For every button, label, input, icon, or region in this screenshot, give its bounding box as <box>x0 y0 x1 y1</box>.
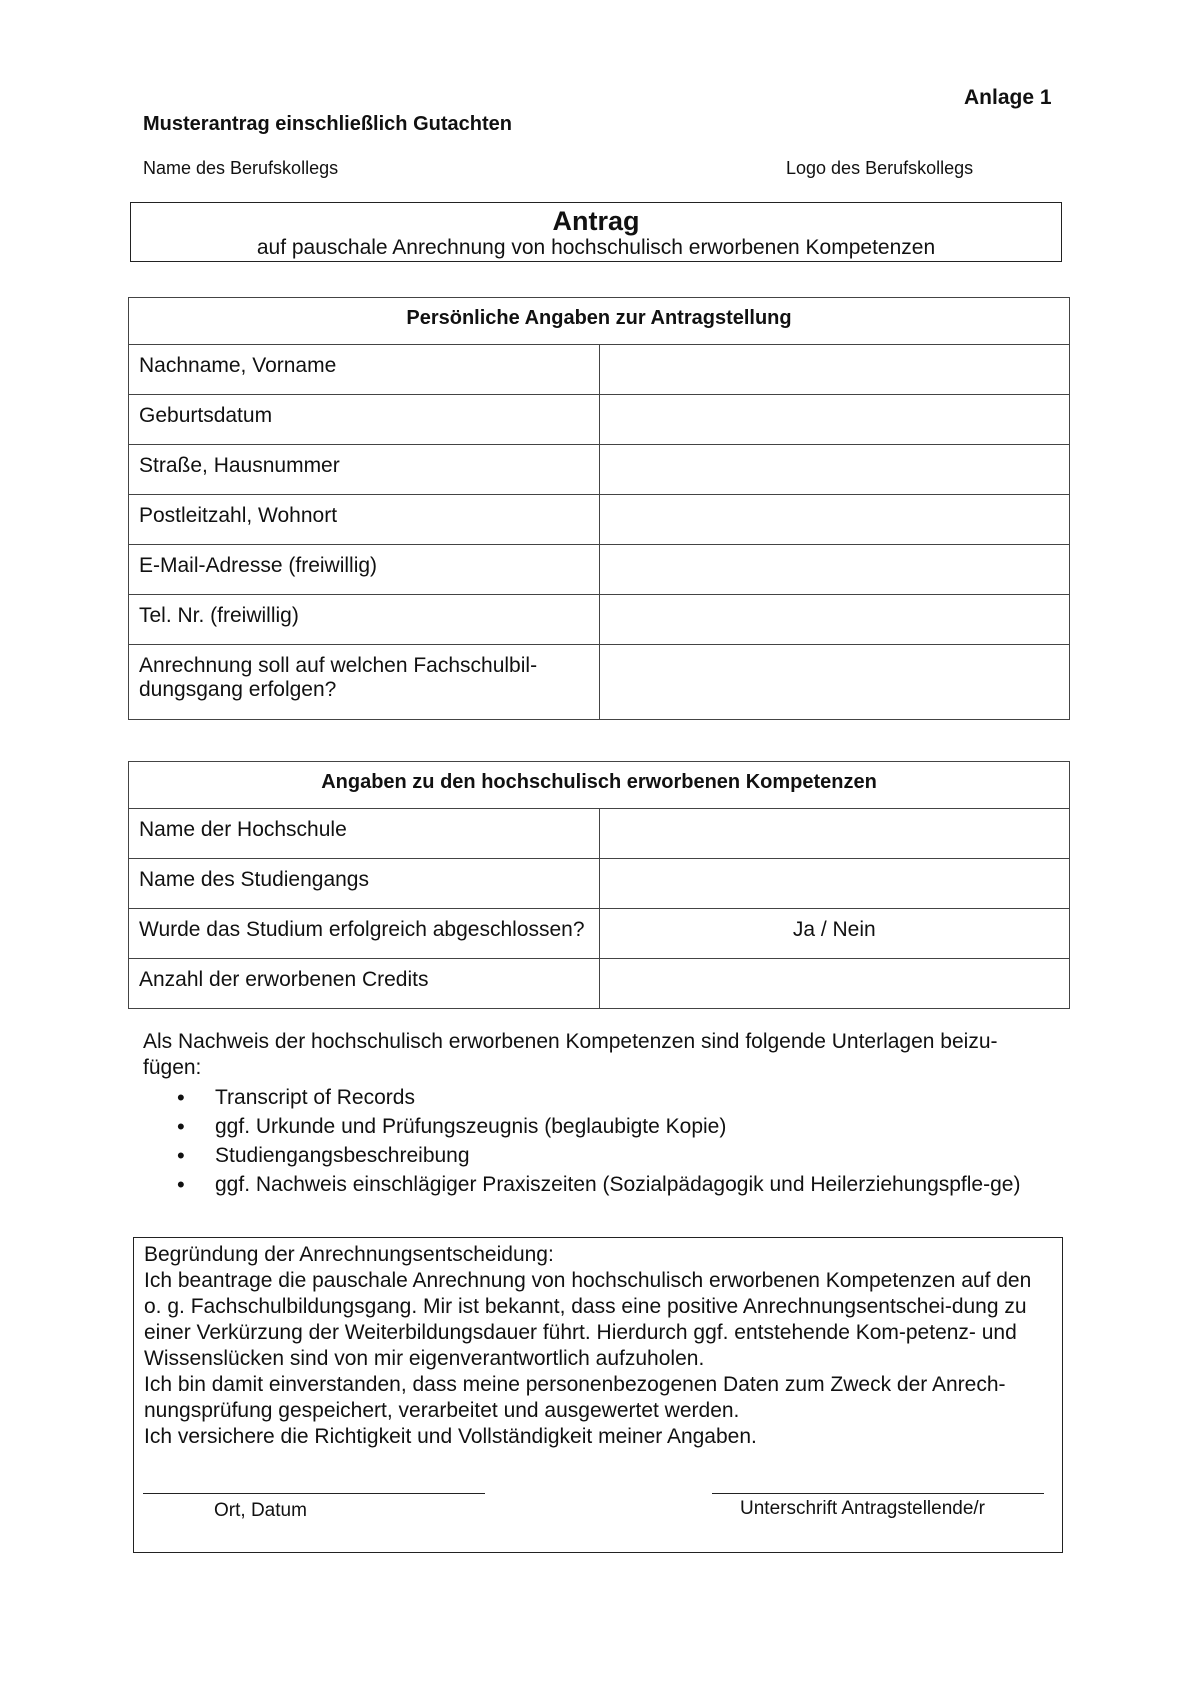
table-row <box>129 395 1070 445</box>
street-field[interactable] <box>599 445 1070 495</box>
place-date-label: Ort, Datum <box>214 1500 307 1521</box>
competences-table <box>128 761 1070 1009</box>
personal-data-heading: Persönliche Angaben zur Antragstellung <box>129 298 1070 345</box>
field-label: Tel. Nr. (freiwillig) <box>129 595 600 645</box>
list-item: • ggf. Urkunde und Prüfungszeugnis (beglaubigte Kopie) <box>215 1112 1043 1141</box>
university-field[interactable] <box>599 809 1070 859</box>
evidence-list <box>143 1083 1043 1199</box>
table-row <box>129 809 1070 859</box>
name-field[interactable] <box>599 345 1070 395</box>
application-title: Antrag <box>552 206 640 236</box>
phone-field[interactable] <box>599 595 1070 645</box>
field-label: Straße, Hausnummer <box>129 445 600 495</box>
list-item: • Transcript of Records <box>215 1083 1043 1112</box>
training-program-field[interactable] <box>599 645 1070 720</box>
school-logo-placeholder: Logo des Berufskollegs <box>786 158 974 178</box>
field-label: Name der Hochschule <box>129 809 600 859</box>
table-row <box>129 909 1070 959</box>
signature-label: Unterschrift Antragstellende/r <box>740 1498 986 1519</box>
credits-field[interactable] <box>599 959 1070 1009</box>
field-label: Wurde das Studium erfolgreich abgeschlossen? <box>129 909 600 959</box>
field-label: Nachname, Vorname <box>129 345 600 395</box>
table-row <box>129 959 1070 1009</box>
document-title: Musterantrag einschließlich Gutachten <box>143 113 512 135</box>
table-row <box>129 595 1070 645</box>
table-row <box>129 345 1070 395</box>
table-row <box>129 445 1070 495</box>
school-name-placeholder: Name des Berufskollegs <box>143 158 339 178</box>
table-row <box>129 859 1070 909</box>
field-label: Anrechnung soll auf welchen Fachschulbil-dungsgang erfolgen? <box>129 645 600 720</box>
signature-line[interactable] <box>712 1493 1044 1494</box>
field-label: Name des Studiengangs <box>129 859 600 909</box>
decision-heading: Begründung der Anrechnungsentscheidung: <box>144 1243 554 1266</box>
completed-yes-no-field[interactable]: Ja / Nein <box>599 909 1070 959</box>
list-item: • ggf. Nachweis einschlägiger Praxiszeiten (Sozialpädagogik und Heilerziehungspfle-ge) <box>215 1170 1043 1199</box>
study-program-field[interactable] <box>599 859 1070 909</box>
application-subtitle: auf pauschale Anrechnung von hochschulisch erworbenen Kompetenzen <box>256 236 936 259</box>
evidence-section <box>143 1029 1043 1199</box>
annex-label: Anlage 1 <box>964 86 1052 109</box>
competences-heading: Angaben zu den hochschulisch erworbenen Kompetenzen <box>129 762 1070 809</box>
field-label: E-Mail-Adresse (freiwillig) <box>129 545 600 595</box>
birthdate-field[interactable] <box>599 395 1070 445</box>
table-row <box>129 495 1070 545</box>
table-row <box>129 645 1070 720</box>
field-label: Postleitzahl, Wohnort <box>129 495 600 545</box>
personal-data-table <box>128 297 1070 720</box>
place-date-line[interactable] <box>143 1493 485 1494</box>
field-label: Anzahl der erworbenen Credits <box>129 959 600 1009</box>
list-item: • Studiengangsbeschreibung <box>215 1141 1043 1170</box>
email-field[interactable] <box>599 545 1070 595</box>
decision-box <box>133 1237 1063 1553</box>
postcode-city-field[interactable] <box>599 495 1070 545</box>
field-label: Geburtsdatum <box>129 395 600 445</box>
consent-paragraph: Ich bin damit einverstanden, dass meine personenbezogenen Daten zum Zweck der Anrech-nungsprüfung gespeichert, verarbeitet und ausgewertet werden. <box>144 1373 1006 1422</box>
decision-paragraph: Ich beantrage die pauschale Anrechnung von hochschulisch erworbenen Kompetenzen auf den o. g. Fachschulbildungsgang. Mir ist bekannt, dass eine positive Anrechnungsentschei-dung zu einer Verkürzung der Weiterbildungsdauer führt. Hierdurch ggf. entstehende Kom-petenz- und Wissenslücken sind von mir eigenverantwortlich aufzuholen. <box>144 1269 1032 1370</box>
application-title-box <box>130 202 1062 262</box>
assurance-paragraph: Ich versichere die Richtigkeit und Vollständigkeit meiner Angaben. <box>144 1425 757 1448</box>
evidence-intro: Als Nachweis der hochschulisch erworbenen Kompetenzen sind folgende Unterlagen beizu-fügen: <box>143 1030 998 1079</box>
table-row <box>129 545 1070 595</box>
